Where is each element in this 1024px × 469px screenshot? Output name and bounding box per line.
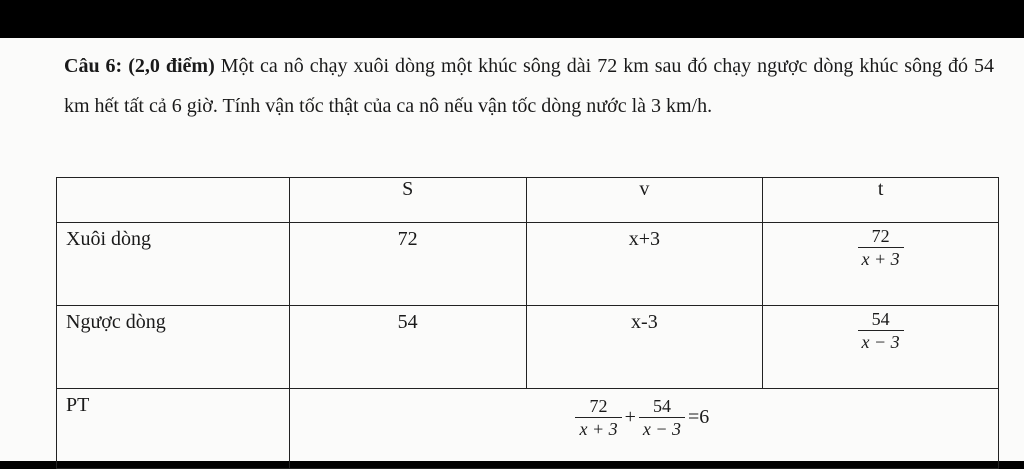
question-paragraph xyxy=(64,46,994,126)
fraction-numerator: 72 xyxy=(871,226,890,246)
fraction-numerator: 54 xyxy=(652,396,671,416)
fraction xyxy=(858,308,904,353)
cell-s: 54 xyxy=(289,306,526,389)
equation xyxy=(290,389,998,440)
cell-s: 72 xyxy=(289,223,526,306)
question-label: Câu 6: (2,0 điểm) xyxy=(64,55,215,77)
fraction-denominator: x − 3 xyxy=(858,330,904,353)
table-row-equation xyxy=(57,389,999,469)
header-v: v xyxy=(526,178,763,223)
row-label: PT xyxy=(57,389,290,469)
fraction-denominator: x + 3 xyxy=(858,247,904,270)
fraction xyxy=(639,395,685,440)
header-empty xyxy=(57,178,290,223)
plus-sign: + xyxy=(624,406,636,428)
header-s: S xyxy=(289,178,526,223)
fraction xyxy=(575,395,621,440)
cell-t xyxy=(763,223,999,306)
fraction-numerator: 54 xyxy=(871,309,890,329)
row-label: Ngược dòng xyxy=(57,306,290,389)
cell-t xyxy=(763,306,999,389)
cell-v: x-3 xyxy=(526,306,763,389)
table-row-downstream xyxy=(57,223,999,306)
row-label: Xuôi dòng xyxy=(57,223,290,306)
equation-rhs: =6 xyxy=(688,406,710,428)
question-text: Một ca nô chạy xuôi dòng một khúc sông dài 72 km sau đó chạy ngược dòng khúc sông đó 54 km hết tất cả 6 giờ. Tính vận tốc thật của ca nô nếu vận tốc dòng nước là 3 km/h. xyxy=(64,55,994,117)
fraction-denominator: x − 3 xyxy=(639,417,685,440)
document-page xyxy=(0,38,1024,461)
table-header-row xyxy=(57,178,999,223)
cell-v: x+3 xyxy=(526,223,763,306)
fraction xyxy=(858,225,904,270)
motion-table xyxy=(56,177,999,469)
fraction-numerator: 72 xyxy=(589,396,608,416)
table-row-upstream xyxy=(57,306,999,389)
header-t: t xyxy=(763,178,999,223)
equation-cell xyxy=(289,389,998,469)
fraction-denominator: x + 3 xyxy=(575,417,621,440)
